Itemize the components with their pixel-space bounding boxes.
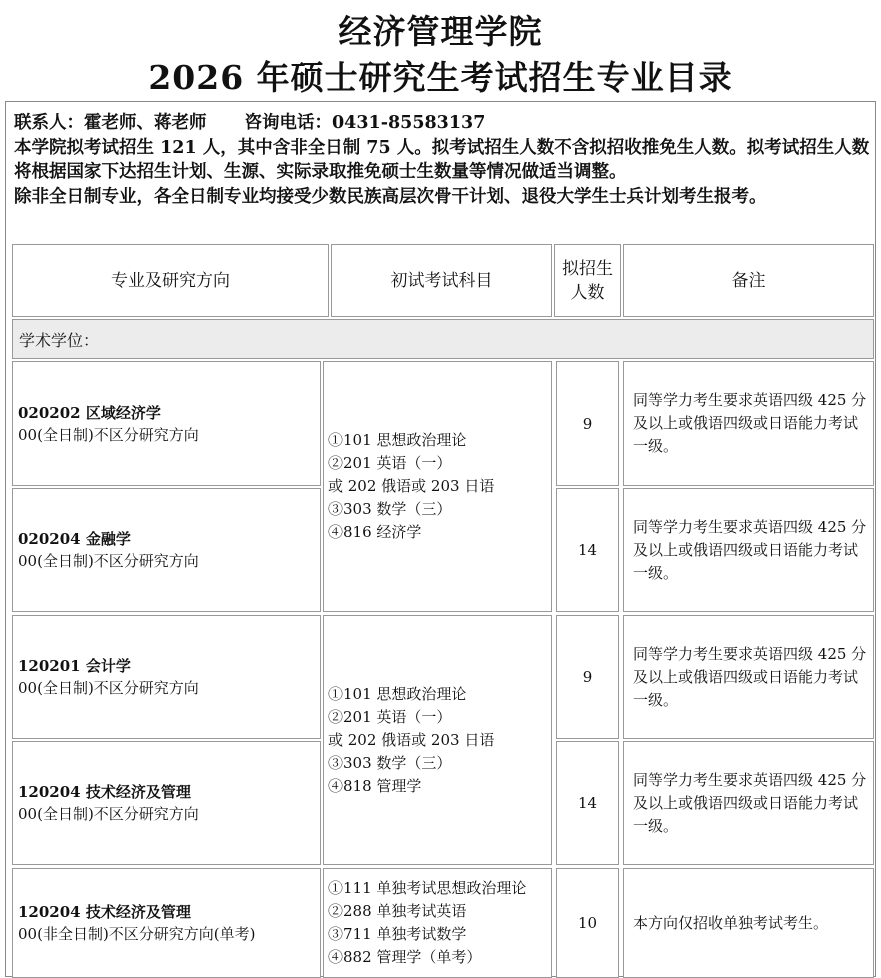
remarks-cell: 同等学力考生要求英语四级 425 分及以上或俄语四级或日语能力考试一级。 xyxy=(623,488,874,612)
exam-subject: ④818 管理学 xyxy=(328,776,422,795)
intro-paragraph-plans: 除非全日制专业，各全日制专业均接受少数民族高层次骨干计划、退役大学生士兵计划考生报考。 xyxy=(14,186,767,207)
header-program: 专业及研究方向 xyxy=(12,244,329,317)
program-row-finance xyxy=(12,488,321,612)
exam-subject: ①101 思想政治理论 xyxy=(328,431,467,449)
contact-line xyxy=(14,111,872,136)
exam-subjects-group-3 xyxy=(323,868,552,978)
quota-cell: 14 xyxy=(556,488,619,612)
program-row-tech-economics xyxy=(12,741,321,865)
quota-cell: 10 xyxy=(556,868,619,978)
exam-subjects-group-2 xyxy=(323,615,552,865)
exam-subject: ②288 单独考试英语 xyxy=(328,902,467,920)
exam-subject: ③303 数学（三） xyxy=(328,500,452,518)
exam-subject: ③711 单独考试数学 xyxy=(328,925,467,943)
program-direction: 00(非全日制)不区分研究方向(单考) xyxy=(18,925,256,943)
program-name: 120201 会计学 xyxy=(18,657,131,675)
remarks-cell: 同等学力考生要求英语四级 425 分及以上或俄语四级或日语能力考试一级。 xyxy=(623,615,874,739)
exam-subject: ④816 经济学 xyxy=(328,523,422,541)
program-row-tech-economics-parttime xyxy=(12,868,321,978)
program-name: 020202 区域经济学 xyxy=(18,403,161,422)
document-subtitle: 2026 年硕士研究生考试招生专业目录 xyxy=(148,58,733,97)
intro-block xyxy=(14,111,872,209)
document-title: 经济管理学院 xyxy=(338,12,543,51)
header-exam-subjects: 初试考试科目 xyxy=(331,244,552,317)
program-name: 120204 技术经济及管理 xyxy=(18,783,191,801)
exam-subject: ④882 管理学（单考） xyxy=(328,948,482,966)
program-direction: 00(全日制)不区分研究方向 xyxy=(18,552,199,570)
program-name: 020204 金融学 xyxy=(18,530,131,548)
program-direction: 00(全日制)不区分研究方向 xyxy=(18,425,199,444)
quota-cell: 9 xyxy=(556,615,619,739)
header-remarks: 备注 xyxy=(623,244,874,317)
remarks-cell: 同等学力考生要求英语四级 425 分及以上或俄语四级或日语能力考试一级。 xyxy=(623,361,874,486)
program-direction: 00(全日制)不区分研究方向 xyxy=(18,805,199,823)
program-row-accounting xyxy=(12,615,321,739)
quota-cell: 14 xyxy=(556,741,619,865)
program-name: 120204 技术经济及管理 xyxy=(18,903,191,921)
exam-subject: ①111 单独考试思想政治理论 xyxy=(328,879,527,897)
quota-cell: 9 xyxy=(556,361,619,486)
contact-persons: 联系人：霍老师、蒋老师 xyxy=(14,113,207,133)
program-row-regional-economics xyxy=(12,361,321,486)
exam-subject: ②201 英语（一） xyxy=(328,454,452,472)
section-academic-degree: 学术学位： xyxy=(12,319,874,359)
intro-paragraph-quota: 本学院拟考试招生 121 人，其中含非全日制 75 人。拟考试招生人数不含拟招收推免生人数。拟考试招生人数将根据国家下达招生计划、生源、实际录取推免硕士生数量等情况做适当调整。 xyxy=(14,137,870,182)
exam-subject: ②201 英语（一） xyxy=(328,707,452,726)
exam-subjects-group-1 xyxy=(323,361,552,612)
exam-subject: 或 202 俄语或 203 日语 xyxy=(328,730,495,749)
exam-subject: 或 202 俄语或 203 日语 xyxy=(328,477,495,495)
exam-subject: ③303 数学（三） xyxy=(328,753,452,772)
remarks-cell: 同等学力考生要求英语四级 425 分及以上或俄语四级或日语能力考试一级。 xyxy=(623,741,874,865)
exam-subject: ①101 思想政治理论 xyxy=(328,684,467,703)
header-quota: 拟招生人数 xyxy=(554,244,621,317)
program-direction: 00(全日制)不区分研究方向 xyxy=(18,679,199,697)
remarks-cell: 本方向仅招收单独考试考生。 xyxy=(623,868,874,978)
contact-phone: 咨询电话：0431-85583137 xyxy=(244,113,486,133)
